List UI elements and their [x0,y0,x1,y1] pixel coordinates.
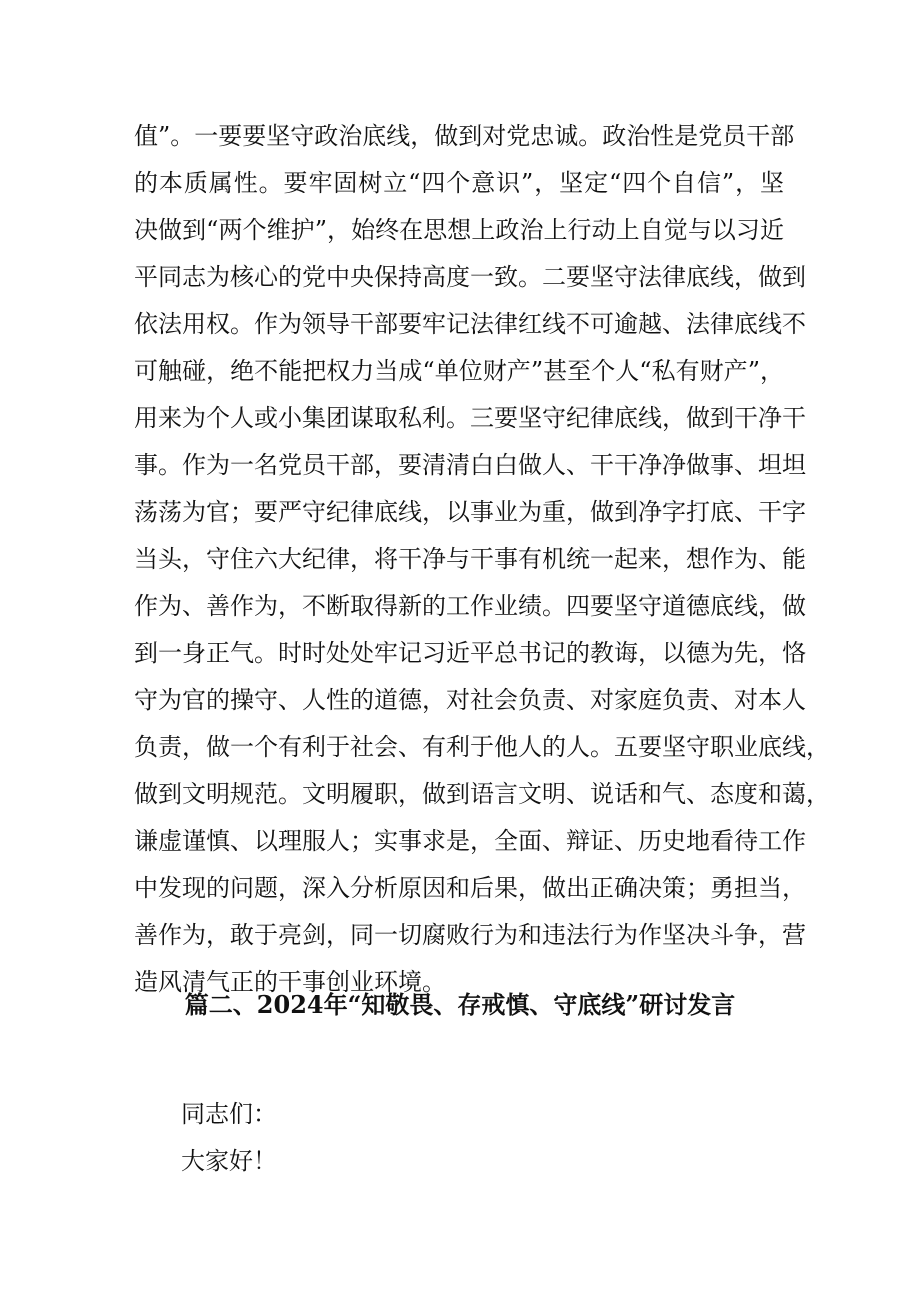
salutation-block [181,1091,277,1185]
paragraph-line: 的本质属性。要牢固树立“四个意识”，坚定“四个自信”，坚 [134,169,784,197]
section-title: 篇二、2024年“知敬畏、存戒慎、守底线”研讨发言 [184,990,736,1019]
body-paragraph [134,113,830,1006]
paragraph-line: 事。作为一名党员干部，要清清白白做人、干干净净做事、坦坦 [134,451,806,479]
paragraph-line: 到一身正气。时时处处牢记习近平总书记的教诲，以德为先，恪 [134,639,806,667]
paragraph-line: 作为、善作为，不断取得新的工作业绩。四要坚守道德底线，做 [134,592,806,620]
paragraph-line: 值”。一要要坚守政治底线，做到对党忠诚。政治性是党员干部 [134,122,795,150]
paragraph-line: 决做到“两个维护”，始终在思想上政治上行动上自觉与以习近 [134,216,784,244]
paragraph-line: 荡荡为官；要严守纪律底线，以事业为重，做到净字打底、干字 [134,498,806,526]
paragraph-line: 用来为个人或小集团谋取私利。三要坚守纪律底线，做到干净干 [134,404,806,432]
paragraph-line: 负责，做一个有利于社会、有利于他人的人。五要坚守职业底线， [134,733,830,761]
salutation-line: 同志们： [181,1100,277,1128]
paragraph-line: 依法用权。作为领导干部要牢记法律红线不可逾越、法律底线不 [134,310,806,338]
paragraph-line: 中发现的问题，深入分析原因和后果，做出正确决策；勇担当， [134,874,806,902]
greeting-line: 大家好！ [181,1147,277,1175]
paragraph-line: 平同志为核心的党中央保持高度一致。二要坚守法律底线，做到 [134,263,806,291]
paragraph-line: 可触碰，绝不能把权力当成“单位财产”甚至个人“私有财产”， [134,357,784,385]
paragraph-line: 做到文明规范。文明履职，做到语言文明、说话和气、态度和蔼， [134,780,830,808]
paragraph-line: 谦虚谨慎、以理服人；实事求是，全面、辩证、历史地看待工作 [134,827,806,855]
paragraph-line: 善作为，敢于亮剑，同一切腐败行为和违法行为作坚决斗争，营 [134,921,806,949]
paragraph-line: 守为官的操守、人性的道德，对社会负责、对家庭负责、对本人 [134,686,806,714]
paragraph-line: 造风清气正的干事创业环境。 [134,968,446,996]
paragraph-line: 当头，守住六大纪律，将干净与干事有机统一起来，想作为、能 [134,545,806,573]
